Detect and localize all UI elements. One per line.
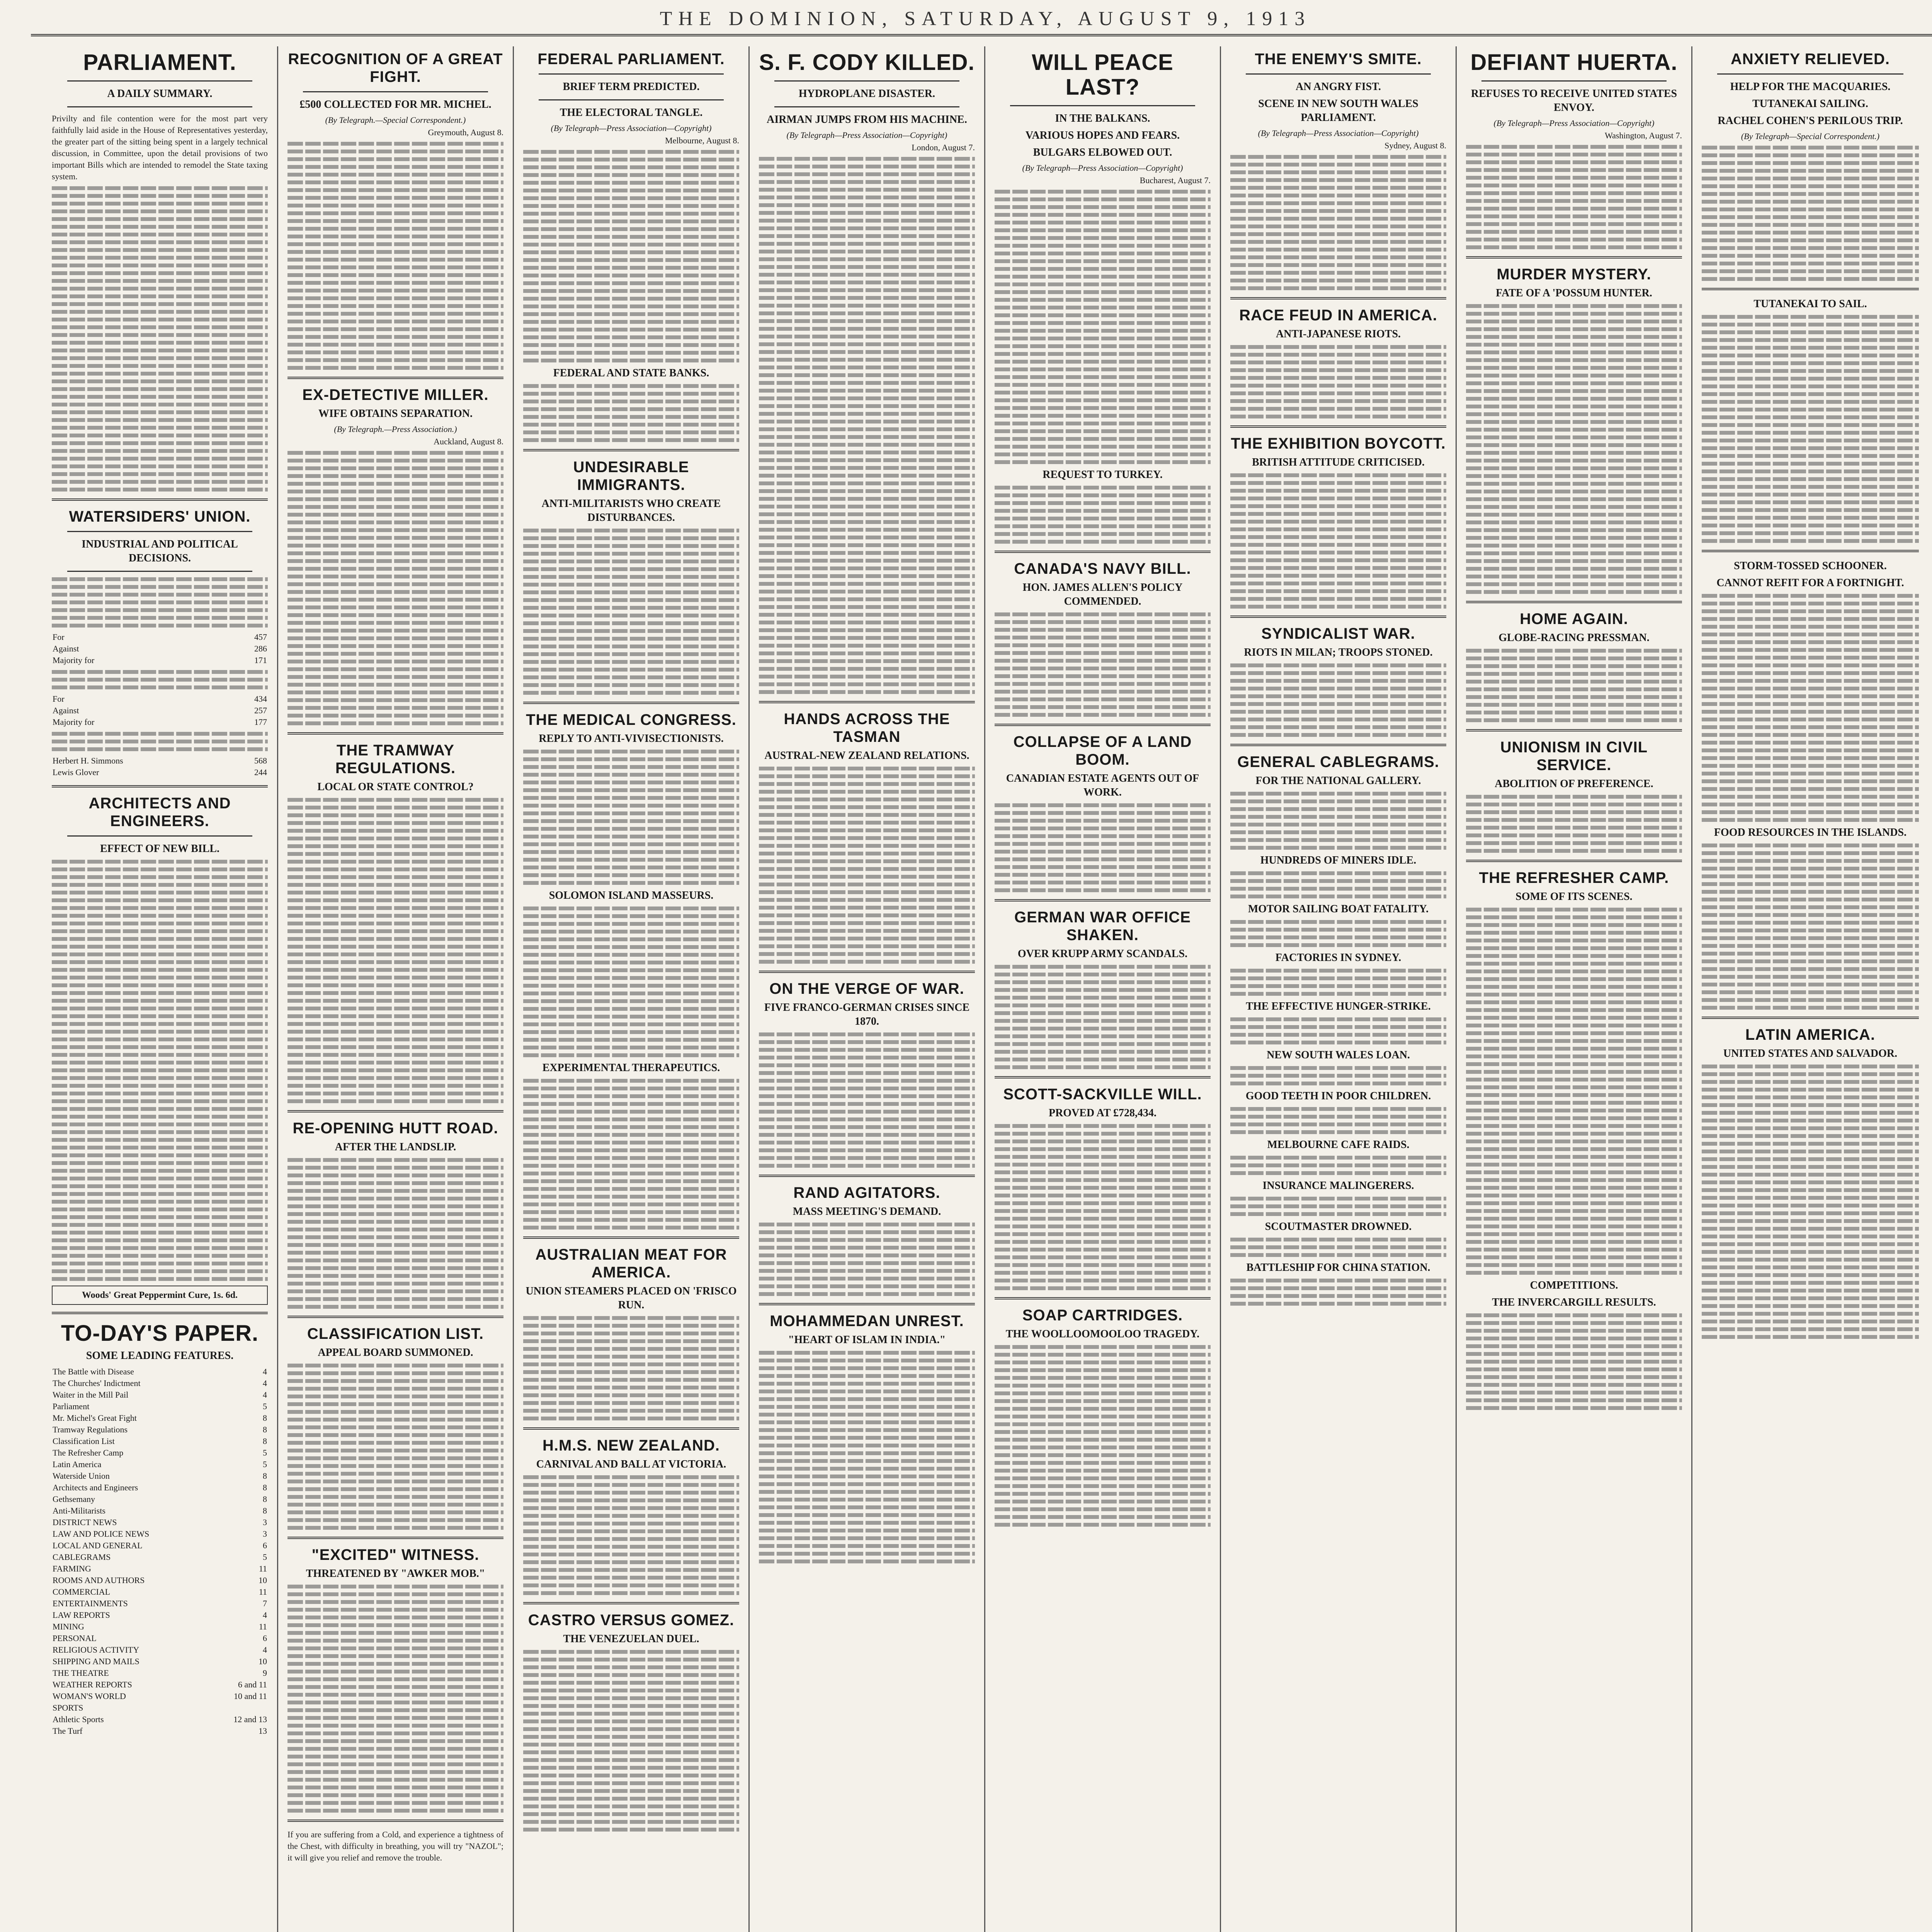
dateline: Sydney, August 8.: [1384, 141, 1446, 150]
scoutmaster-subhead: SCOUTMASTER DROWNED.: [1265, 1221, 1412, 1233]
dateline: Melbourne, August 8.: [665, 136, 739, 145]
cafe-raids-subhead: MELBOURNE CAFE RAIDS.: [1267, 1139, 1410, 1151]
rachel-cohen-subhead: RACHEL COHEN'S PERILOUS TRIP.: [1718, 115, 1903, 127]
table-row: LAW REPORTS 4: [53, 1610, 267, 1620]
watersiders-subhead: INDUSTRIAL AND POLITICAL DECISIONS.: [82, 538, 238, 564]
architects-heading: ARCHITECTS AND ENGINEERS.: [88, 795, 231, 830]
summary-text: Privilty and file contention were for the most part very faithfully laid aside in the House of Representatives yesterday, the greater part of the sitting being spent in a largely technical discussion, in Committee, upon the detail provisions of two important Bills which are intended to remodel the State taxing system.: [52, 114, 268, 181]
table-row: Anti-Militarists 8: [53, 1506, 267, 1515]
scenes-subhead: SOME OF ITS SCENES.: [1515, 891, 1633, 903]
hands-subhead: AUSTRAL-NEW ZEALAND RELATIONS.: [764, 750, 969, 762]
classification-subhead: APPEAL BOARD SUMMONED.: [318, 1347, 473, 1359]
table-row: Majority for 177: [53, 717, 267, 727]
scott-subhead: PROVED AT £728,434.: [1049, 1107, 1156, 1119]
watersiders-heading: WATERSIDERS' UNION.: [69, 508, 251, 525]
race-feud-heading: RACE FEUD IN AMERICA.: [1239, 307, 1437, 324]
rand-agitators-heading: RAND AGITATORS.: [793, 1184, 940, 1201]
possum-hunter-subhead: FATE OF A 'POSSUM HUNTER.: [1496, 287, 1652, 299]
soap-subhead: THE WOOLLOOMOOLOO TRAGEDY.: [1005, 1328, 1200, 1340]
credit-line: (By Telegraph—Press Association—Copyright): [1022, 163, 1183, 173]
table-row: THE THEATRE 9: [53, 1668, 267, 1678]
column-5: [985, 46, 1221, 1932]
vote-table: [52, 631, 268, 666]
krupp-subhead: OVER KRUPP ARMY SCANDALS.: [1017, 948, 1188, 960]
motor-boat-subhead: MOTOR SAILING BOAT FATALITY.: [1248, 903, 1429, 915]
hms-subhead: CARNIVAL AND BALL AT VICTORIA.: [536, 1458, 726, 1470]
castro-subhead: THE VENEZUELAN DUEL.: [563, 1633, 699, 1645]
electoral-tangle-subhead: THE ELECTORAL TANGLE.: [560, 107, 703, 119]
column-2: [278, 46, 514, 1932]
castro-gomez-heading: CASTRO VERSUS GOMEZ.: [528, 1612, 735, 1629]
pressman-subhead: GLOBE-RACING PRESSMAN.: [1498, 632, 1650, 644]
tramway-subhead: LOCAL OR STATE CONTROL?: [317, 781, 474, 793]
undesirable-immigrants-heading: UNDESIRABLE IMMIGRANTS.: [573, 459, 689, 493]
table-row: Majority for 171: [53, 655, 267, 665]
verge-subhead: FIVE FRANCO-GERMAN CRISES SINCE 1870.: [764, 1002, 970, 1027]
table-row: WOMAN'S WORLD 10 and 11: [53, 1691, 267, 1701]
macquaries-subhead: HELP FOR THE MACQUARIES.: [1730, 81, 1891, 93]
credit-line: (By Telegraph.—Special Correspondent.): [325, 115, 466, 125]
canada-navy-heading: CANADA'S NAVY BILL.: [1014, 560, 1191, 577]
table-row: Gethsemany 8: [53, 1494, 267, 1504]
table-row: Waiter in the Mill Pail 4: [53, 1390, 267, 1400]
hands-across-tasman-heading: HANDS ACROSS THE TASMAN: [784, 711, 950, 745]
table-row: The Battle with Disease 4: [53, 1367, 267, 1376]
hms-new-zealand-heading: H.M.S. NEW ZEALAND.: [543, 1437, 720, 1454]
table-row: LAW AND POLICE NEWS 3: [53, 1529, 267, 1539]
tutanekai-to-sail-subhead: TUTANEKAI TO SAIL.: [1753, 298, 1867, 310]
column-3: [514, 46, 750, 1932]
anxiety-relieved-heading: ANXIETY RELIEVED.: [1731, 51, 1890, 68]
table-row: PERSONAL 6: [53, 1633, 267, 1643]
column-8: [1692, 46, 1928, 1932]
experimental-subhead: EXPERIMENTAL THERAPEUTICS.: [542, 1062, 720, 1074]
navy-subhead: HON. JAMES ALLEN'S POLICY COMMENDED.: [1022, 582, 1183, 607]
medical-congress-heading: THE MEDICAL CONGRESS.: [526, 711, 736, 728]
excited-witness-heading: "EXCITED" WITNESS.: [311, 1546, 480, 1563]
nsw-loan-subhead: NEW SOUTH WALES LOAN.: [1267, 1049, 1410, 1061]
solomon-subhead: SOLOMON ISLAND MASSEURS.: [549, 889, 714, 901]
table-row: CABLEGRAMS 5: [53, 1552, 267, 1562]
soap-cartridges-heading: SOAP CARTRIDGES.: [1022, 1307, 1183, 1324]
race-subhead: ANTI-JAPANESE RIOTS.: [1276, 328, 1401, 340]
refresher-camp-heading: THE REFRESHER CAMP.: [1479, 869, 1669, 886]
hopes-fears-subhead: VARIOUS HOPES AND FEARS.: [1025, 129, 1180, 141]
home-again-heading: HOME AGAIN.: [1520, 611, 1628, 628]
salvador-subhead: UNITED STATES AND SALVADOR.: [1723, 1048, 1898, 1060]
table-row: Athletic Sports 12 and 13: [53, 1714, 267, 1724]
table-row: Against 286: [53, 644, 267, 653]
insurance-subhead: INSURANCE MALINGERERS.: [1262, 1180, 1414, 1192]
peppermint-cure-advert: Woods' Great Peppermint Cure, 1s. 6d.: [52, 1286, 268, 1305]
cody-killed-heading: S. F. CODY KILLED.: [759, 50, 975, 75]
credit-line: (By Telegraph—Press Association—Copyright): [1258, 128, 1419, 138]
boycott-subhead: BRITISH ATTITUDE CRITICISED.: [1252, 456, 1425, 468]
credit-line: (By Telegraph—Press Association—Copyright): [551, 123, 712, 133]
todays-paper-heading: TO-DAY'S PAPER.: [61, 1321, 259, 1346]
gallery-subhead: FOR THE NATIONAL GALLERY.: [1255, 775, 1421, 787]
preference-subhead: ABOLITION OF PREFERENCE.: [1495, 778, 1653, 790]
enemys-smite-heading: THE ENEMY'S SMITE.: [1255, 51, 1422, 68]
verge-of-war-heading: ON THE VERGE OF WAR.: [769, 980, 964, 997]
hutt-road-heading: RE-OPENING HUTT ROAD.: [293, 1120, 498, 1137]
credit-line: (By Telegraph—Special Correspondent.): [1741, 131, 1880, 141]
classification-heading: CLASSIFICATION LIST.: [307, 1325, 484, 1342]
nsw-scene-subhead: SCENE IN NEW SOUTH WALES PARLIAMENT.: [1258, 98, 1418, 124]
dateline: Washington, August 7.: [1605, 131, 1682, 140]
column-1: [43, 46, 278, 1932]
scott-sackville-heading: SCOTT-SACKVILLE WILL.: [1003, 1086, 1202, 1103]
dateline: Bucharest, August 7.: [1139, 175, 1211, 185]
column-7: [1457, 46, 1692, 1932]
table-row: The Refresher Camp 5: [53, 1448, 267, 1458]
undesirable-subhead: ANTI-MILITARISTS WHO CREATE DISTURBANCES.: [541, 498, 721, 524]
bulgars-subhead: BULGARS ELBOWED OUT.: [1033, 146, 1172, 158]
table-row: Architects and Engineers 8: [53, 1483, 267, 1492]
table-row: Against 257: [53, 706, 267, 715]
table-row: MINING 11: [53, 1622, 267, 1631]
detective-heading: EX-DETECTIVE MILLER.: [302, 386, 489, 403]
excited-witness-subhead: THREATENED BY "AWKER MOB.": [306, 1568, 485, 1580]
dateline: London, August 7.: [912, 143, 975, 152]
banks-subhead: FEDERAL AND STATE BANKS.: [553, 367, 709, 379]
table-row: The Turf 13: [53, 1726, 267, 1736]
table-row: COMMERCIAL 11: [53, 1587, 267, 1597]
table-row: Lewis Glover 244: [53, 767, 267, 777]
columns: [43, 46, 1928, 1932]
huerta-subhead: REFUSES TO RECEIVE UNITED STATES ENVOY.: [1471, 88, 1677, 114]
credit-line: (By Telegraph—Press Association—Copyright): [1493, 118, 1655, 128]
table-row: SPORTS: [53, 1703, 83, 1713]
medical-subhead: REPLY TO ANTI-VIVISECTIONISTS.: [539, 733, 724, 745]
table-row: Classification List 8: [53, 1436, 267, 1446]
todays-paper-subhead: SOME LEADING FEATURES.: [86, 1350, 234, 1362]
general-cablegrams-heading: GENERAL CABLEGRAMS.: [1237, 753, 1439, 770]
storm-tossed-subhead: STORM-TOSSED SCHOONER.: [1734, 560, 1887, 572]
table-row: Parliament 5: [53, 1401, 267, 1411]
table-row: ROOMS AND AUTHORS 10: [53, 1575, 267, 1585]
australian-meat-heading: AUSTRALIAN MEAT FOR AMERICA.: [535, 1246, 727, 1281]
refit-subhead: CANNOT REFIT FOR A FORTNIGHT.: [1716, 577, 1904, 589]
rand-subhead: MASS MEETING'S DEMAND.: [793, 1206, 941, 1218]
german-war-office-heading: GERMAN WAR OFFICE SHAKEN.: [1014, 909, 1191, 944]
credit-line: (By Telegraph—Press Association—Copyright): [786, 130, 947, 140]
tutanekai-subhead: TUTANEKAI SAILING.: [1752, 98, 1868, 110]
table-row: WEATHER REPORTS 6 and 11: [53, 1680, 267, 1689]
battleship-subhead: BATTLESHIP FOR CHINA STATION.: [1246, 1262, 1430, 1274]
table-row: Latin America 5: [53, 1459, 267, 1469]
table-row: RELIGIOUS ACTIVITY 4: [53, 1645, 267, 1655]
column-4: [750, 46, 985, 1932]
election-table: [52, 755, 268, 778]
daily-summary-subhead: A DAILY SUMMARY.: [107, 88, 213, 100]
detective-subhead: WIFE OBTAINS SEPARATION.: [318, 408, 473, 420]
factories-subhead: FACTORIES IN SYDNEY.: [1275, 952, 1401, 964]
table-row: ENTERTAINMENTS 7: [53, 1599, 267, 1608]
parliament-heading: PARLIAMENT.: [83, 50, 236, 75]
turkey-subhead: REQUEST TO TURKEY.: [1043, 469, 1163, 481]
meat-subhead: UNION STEAMERS PLACED ON 'FRISCO RUN.: [526, 1285, 737, 1311]
dateline: Greymouth, August 8.: [428, 128, 503, 137]
balkans-subhead: IN THE BALKANS.: [1055, 112, 1150, 124]
column-6: [1221, 46, 1457, 1932]
murder-mystery-heading: MURDER MYSTERY.: [1497, 266, 1651, 283]
features-index: [52, 1366, 268, 1737]
table-row: SHIPPING AND MAILS 10: [53, 1656, 267, 1666]
tramway-heading: THE TRAMWAY REGULATIONS.: [335, 742, 456, 777]
nazol-advert: If you are suffering from a Cold, and experience a tightness of the Chest, with difficulty in breathing, you will try "NAZOL"; it will give you relief and remove the trouble.: [287, 1830, 503, 1862]
unionism-heading: UNIONISM IN CIVIL SERVICE.: [1500, 739, 1648, 774]
table-row: FARMING 11: [53, 1564, 267, 1573]
will-peace-last-heading: WILL PEACE LAST?: [1032, 50, 1173, 100]
exhibition-boycott-heading: THE EXHIBITION BOYCOTT.: [1231, 435, 1446, 452]
architects-subhead: EFFECT OF NEW BILL.: [100, 843, 220, 855]
recognition-subhead: £500 COLLECTED FOR MR. MICHEL.: [299, 99, 492, 111]
masthead: THE DOMINION, SATURDAY, AUGUST 9, 1913: [31, 7, 1932, 36]
angry-fist-subhead: AN ANGRY FIST.: [1296, 81, 1381, 93]
recognition-heading: RECOGNITION OF A GREAT FIGHT.: [288, 51, 503, 85]
table-row: For 457: [53, 632, 267, 642]
miners-subhead: HUNDREDS OF MINERS IDLE.: [1260, 854, 1417, 866]
airman-subhead: AIRMAN JUMPS FROM HIS MACHINE.: [767, 114, 967, 126]
land-boom-heading: COLLAPSE OF A LAND BOOM.: [1013, 733, 1192, 768]
syndicalist-subhead: RIOTS IN MILAN; TROOPS STONED.: [1244, 646, 1433, 658]
mohammedan-subhead: "HEART OF ISLAM IN INDIA.": [788, 1334, 946, 1346]
dateline: Auckland, August 8.: [434, 437, 503, 446]
invercargill-subhead: THE INVERCARGILL RESULTS.: [1492, 1296, 1656, 1308]
brief-term-subhead: BRIEF TERM PREDICTED.: [563, 81, 700, 93]
syndicalist-war-heading: SYNDICALIST WAR.: [1261, 625, 1415, 642]
competitions-subhead: COMPETITIONS.: [1530, 1279, 1618, 1291]
table-row: Waterside Union 8: [53, 1471, 267, 1481]
hunger-strike-subhead: THE EFFECTIVE HUNGER-STRIKE.: [1246, 1000, 1431, 1012]
federal-parliament-heading: FEDERAL PARLIAMENT.: [537, 51, 725, 68]
latin-america-heading: LATIN AMERICA.: [1745, 1026, 1876, 1043]
hydroplane-subhead: HYDROPLANE DISASTER.: [798, 88, 935, 100]
credit-line: (By Telegraph.—Press Association.): [334, 424, 457, 434]
mohammedan-unrest-heading: MOHAMMEDAN UNREST.: [770, 1313, 964, 1330]
table-row: LOCAL AND GENERAL 6: [53, 1541, 267, 1550]
good-teeth-subhead: GOOD TEETH IN POOR CHILDREN.: [1245, 1090, 1431, 1102]
table-row: For 434: [53, 694, 267, 704]
table-row: The Churches' Indictment 4: [53, 1378, 267, 1388]
defiant-huerta-heading: DEFIANT HUERTA.: [1470, 50, 1678, 75]
table-row: Tramway Regulations 8: [53, 1425, 267, 1434]
hutt-road-subhead: AFTER THE LANDSLIP.: [335, 1141, 456, 1153]
food-resources-subhead: FOOD RESOURCES IN THE ISLANDS.: [1714, 827, 1907, 838]
table-row: DISTRICT NEWS 3: [53, 1517, 267, 1527]
land-boom-subhead: CANADIAN ESTATE AGENTS OUT OF WORK.: [1006, 772, 1199, 798]
table-row: Herbert H. Simmons 568: [53, 756, 267, 765]
table-row: Mr. Michel's Great Fight 8: [53, 1413, 267, 1423]
vote-table-2: [52, 693, 268, 728]
